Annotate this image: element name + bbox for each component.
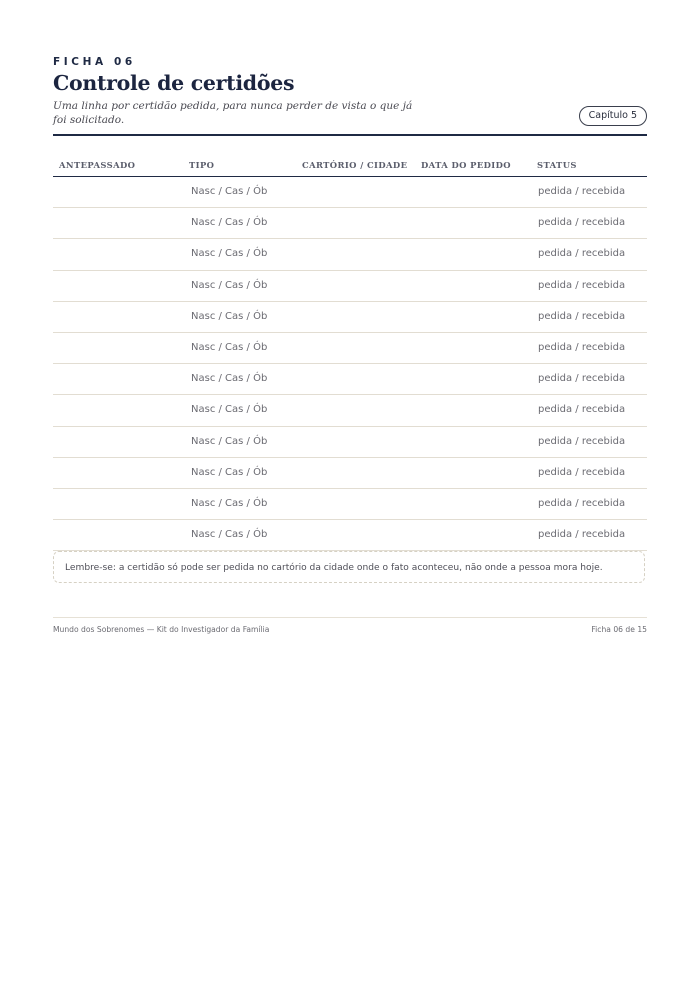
cell-status[interactable]: pedida / recebida (538, 404, 626, 416)
cell-tipo[interactable]: Nasc / Cas / Ób (191, 341, 268, 353)
cell-tipo[interactable]: Nasc / Cas / Ób (191, 310, 268, 322)
table-row (53, 395, 647, 426)
page-subtitle: Uma linha por certidão pedida, para nunca perder de vista o que já foi solicitado. (53, 100, 413, 126)
table-row (53, 520, 647, 551)
cell-tipo[interactable]: Nasc / Cas / Ób (191, 217, 268, 229)
table-row (53, 208, 647, 239)
cell-status[interactable]: pedida / recebida (538, 186, 626, 197)
header-divider (53, 134, 647, 136)
cell-tipo[interactable]: Nasc / Cas / Ób (191, 373, 268, 385)
table-header (53, 156, 647, 177)
cell-status[interactable]: pedida / recebida (538, 279, 626, 291)
column-header-status: STATUS (537, 160, 577, 170)
cell-status[interactable]: pedida / recebida (538, 373, 626, 385)
footer-publication: Mundo dos Sobrenomes — Kit do Investigador da Família (53, 625, 270, 634)
cell-status[interactable]: pedida / recebida (538, 217, 626, 229)
column-header-tipo: TIPO (189, 160, 215, 170)
cell-status[interactable]: pedida / recebida (538, 466, 626, 478)
cell-tipo[interactable]: Nasc / Cas / Ób (191, 466, 268, 478)
table-row (53, 271, 647, 302)
table-row (53, 364, 647, 395)
cell-tipo[interactable]: Nasc / Cas / Ób (191, 186, 268, 197)
footer-divider (53, 617, 647, 618)
cell-tipo[interactable]: Nasc / Cas / Ób (191, 435, 268, 447)
cell-tipo[interactable]: Nasc / Cas / Ób (191, 248, 268, 260)
table-row (53, 333, 647, 364)
cell-status[interactable]: pedida / recebida (538, 497, 626, 509)
column-header-cartorio-cidade: CARTÓRIO / CIDADE (302, 160, 408, 170)
cell-status[interactable]: pedida / recebida (538, 341, 626, 353)
cell-status[interactable]: pedida / recebida (538, 529, 626, 541)
cell-status[interactable]: pedida / recebida (538, 248, 626, 260)
table-row (53, 489, 647, 520)
cell-status[interactable]: pedida / recebida (538, 310, 626, 322)
column-header-antepassado: ANTEPASSADO (59, 160, 136, 170)
reminder-text: Lembre-se: a certidão só pode ser pedida no cartório da cidade onde o fato aconteceu, não onde a pessoa mora hoje. (65, 563, 603, 573)
chapter-badge: Capítulo 5 (579, 106, 647, 126)
sheet-number-label: FICHA 06 (53, 56, 136, 68)
column-header-data-do-pedido: DATA DO PEDIDO (421, 160, 511, 170)
cell-status[interactable]: pedida / recebida (538, 435, 626, 447)
table-row (53, 427, 647, 458)
cell-tipo[interactable]: Nasc / Cas / Ób (191, 279, 268, 291)
table-row (53, 239, 647, 270)
cell-tipo[interactable]: Nasc / Cas / Ób (191, 529, 268, 541)
table-row (53, 302, 647, 333)
table-row (53, 458, 647, 489)
page-title: Controle de certidões (53, 71, 295, 95)
reminder-box (53, 551, 645, 583)
certificates-table (53, 156, 647, 551)
cell-tipo[interactable]: Nasc / Cas / Ób (191, 497, 268, 509)
table-row (53, 177, 647, 208)
footer-page-count: Ficha 06 de 15 (591, 625, 647, 634)
table-body (53, 177, 647, 551)
cell-tipo[interactable]: Nasc / Cas / Ób (191, 404, 268, 416)
